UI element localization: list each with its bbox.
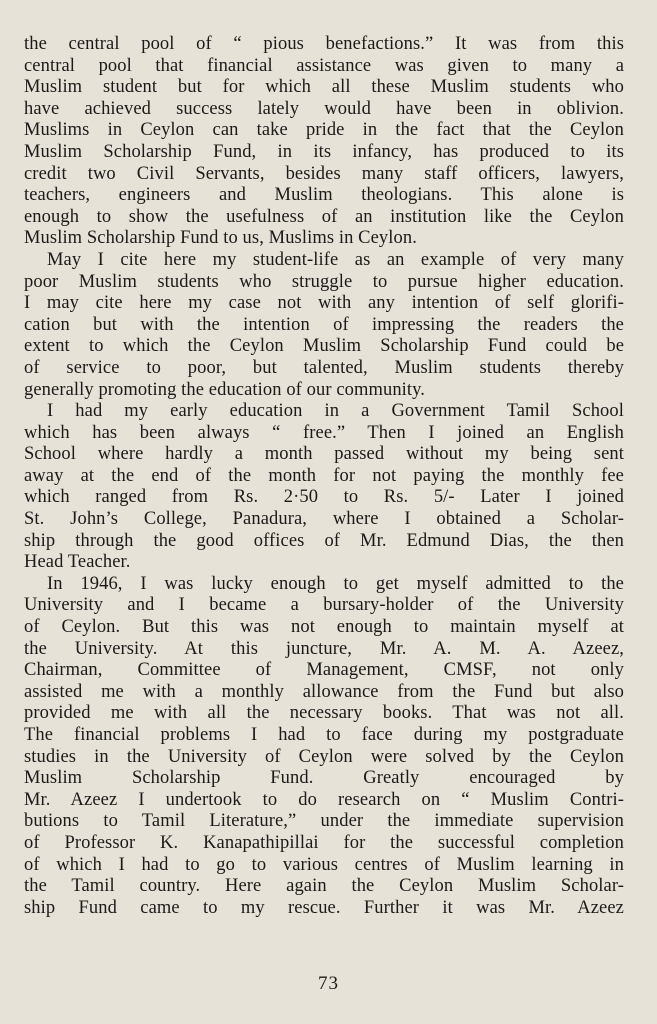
text-line: University and I became a bursary-holder of the University	[24, 595, 624, 616]
text-line: I had my early education in a Government Tamil School	[47, 401, 624, 422]
text-line: Mr. Azeez I undertook to do research on “ Muslim Contri-	[24, 789, 624, 810]
text-line: of which I had to go to various centres of Muslim learning in	[24, 854, 624, 875]
text-line: Head Teacher.	[24, 552, 131, 573]
text-line: the Tamil country. Here again the Ceylon Muslim Scholar-	[24, 876, 624, 897]
text-line: extent to which the Ceylon Muslim Scholarship Fund could be	[24, 336, 624, 357]
text-line: of service to poor, but talented, Muslim students thereby	[24, 357, 624, 378]
text-line: St. John’s College, Panadura, where I obtained a Scholar-	[24, 509, 624, 530]
text-line: central pool that financial assistance was given to many a	[24, 55, 624, 76]
paragraph-1	[24, 34, 624, 250]
text-line: studies in the University of Ceylon were solved by the Ceylon	[24, 746, 624, 767]
text-line: generally promoting the education of our community.	[24, 379, 426, 400]
text-line: May I cite here my student-life as an example of very many	[47, 249, 624, 270]
page-number: 73	[318, 973, 339, 994]
text-line: which ranged from Rs. 2·50 to Rs. 5/- Later I joined	[24, 487, 624, 508]
text-line: School where hardly a month passed without my being sent	[24, 444, 624, 465]
text-line: of Ceylon. But this was not enough to maintain myself at	[24, 617, 624, 638]
text-line: Muslim Scholarship Fund. Greatly encouraged by	[24, 768, 624, 789]
text-line: I may cite here my case not with any intention of self glorifi-	[24, 293, 624, 314]
text-line: cation but with the intention of impressing the readers the	[24, 314, 624, 335]
text-line: assisted me with a monthly allowance from the Fund but also	[24, 681, 624, 702]
text-line: have achieved success lately would have been in oblivion.	[24, 98, 624, 119]
text-line: Muslim student but for which all these Muslim students who	[24, 77, 624, 98]
text-line: Chairman, Committee of Management, CMSF, not only	[24, 660, 624, 681]
text-line: poor Muslim students who struggle to pursue higher education.	[24, 271, 624, 292]
text-line: provided me with all the necessary books. That was not all.	[24, 703, 624, 724]
text-line: of Professor K. Kanapathipillai for the successful completion	[24, 832, 624, 853]
text-line: credit two Civil Servants, besides many staff officers, lawyers,	[24, 163, 624, 184]
body-text	[24, 34, 624, 919]
text-line: away at the end of the month for not paying the monthly fee	[24, 465, 624, 486]
text-line: teachers, engineers and Muslim theologians. This alone is	[24, 185, 624, 206]
text-line: ship through the good offices of Mr. Edmund Dias, the then	[24, 530, 624, 551]
text-line: In 1946, I was lucky enough to get myself admitted to the	[47, 573, 624, 594]
paragraph-4	[24, 574, 624, 920]
text-line: Muslims in Ceylon can take pride in the fact that the Ceylon	[24, 120, 624, 141]
text-line: ship Fund came to my rescue. Further it was Mr. Azeez	[24, 897, 624, 918]
text-line: which has been always “ free.” Then I joined an English	[24, 422, 624, 443]
text-line: the central pool of “ pious benefactions.” It was from this	[24, 34, 624, 54]
text-line: the University. At this juncture, Mr. A. M. A. Azeez,	[24, 638, 624, 659]
text-line: Muslim Scholarship Fund to us, Muslims in Ceylon.	[24, 228, 417, 249]
text-line: The financial problems I had to face during my postgraduate	[24, 725, 624, 745]
text-line: butions to Tamil Literature,” under the immediate supervision	[24, 811, 624, 832]
paragraph-2	[24, 250, 624, 401]
text-line: enough to show the usefulness of an institution like the Ceylon	[24, 206, 624, 227]
text-line: Muslim Scholarship Fund, in its infancy, has produced to its	[24, 141, 624, 162]
paragraph-3	[24, 401, 624, 574]
